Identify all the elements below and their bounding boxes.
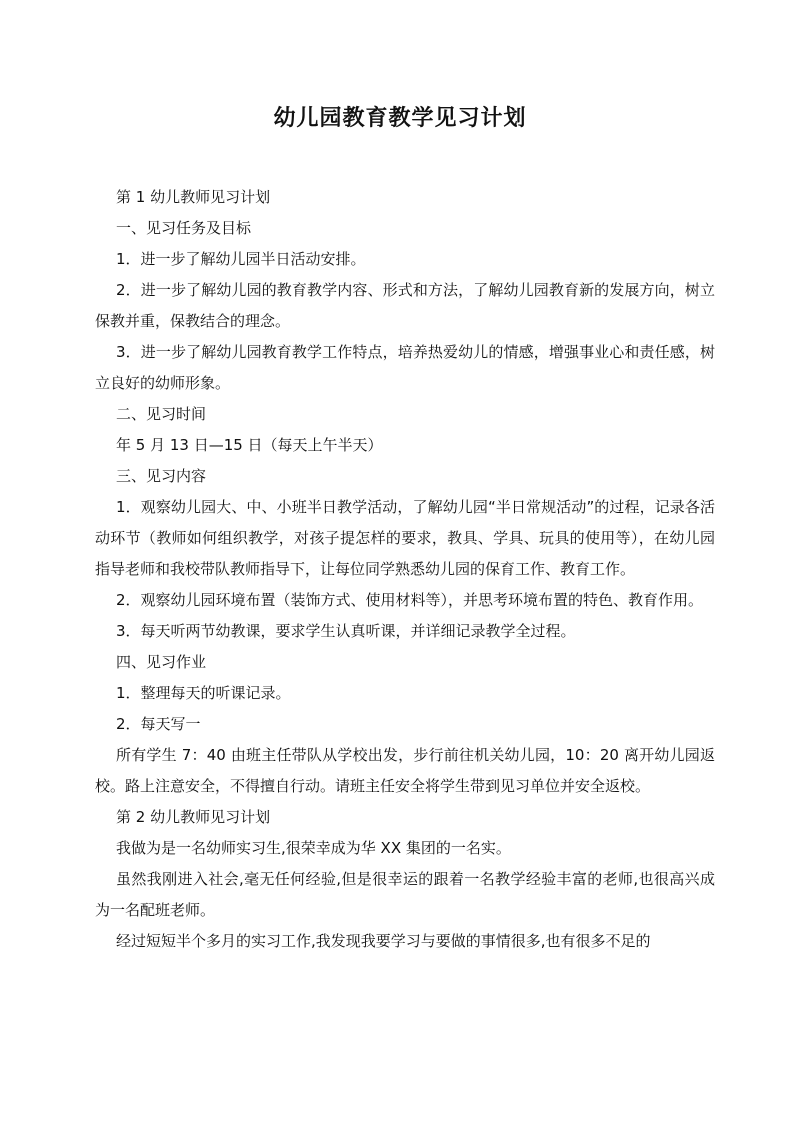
section-heading: 第 1 幼儿教师见习计划: [116, 188, 271, 206]
section-heading: 二、见习时间: [116, 405, 207, 423]
list-item: 1．整理每天的听课记录。: [116, 684, 291, 702]
paragraph: 虽然我刚进入社会,毫无任何经验,但是很幸运的跟着一名教学经验丰富的老师,也很高兴成为一名配班老师。: [95, 870, 715, 919]
list-item: 2．进一步了解幼儿园的教育教学内容、形式和方法，了解幼儿园教育新的发展方向，树立保教并重，保教结合的理念。: [95, 281, 715, 330]
paragraph: 年 5 月 13 日—15 日（每天上午半天）: [116, 436, 383, 454]
list-item: 2．观察幼儿园环境布置（装饰方式、使用材料等），并思考环境布置的特色、教育作用。: [116, 591, 704, 609]
document-body: [95, 182, 715, 957]
paragraph: 经过短短半个多月的实习工作,我发现我要学习与要做的事情很多,也有很多不足的: [116, 932, 651, 950]
list-item: 1．进一步了解幼儿园半日活动安排。: [116, 250, 366, 268]
section-heading: 一、见习任务及目标: [116, 219, 252, 237]
paragraph: 所有学生 7：40 由班主任带队从学校出发，步行前往机关幼儿园，10：20 离开幼儿园返校。路上注意安全，不得擅自行动。请班主任安全将学生带到见习单位并安全返校。: [95, 746, 715, 795]
list-item: 2．每天写一: [116, 715, 201, 733]
section-heading: 第 2 幼儿教师见习计划: [116, 808, 271, 826]
section-heading: 三、见习内容: [116, 467, 207, 485]
section-heading: 四、见习作业: [116, 653, 207, 671]
list-item: 3．每天听两节幼教课，要求学生认真听课，并详细记录教学全过程。: [116, 622, 576, 640]
document-title: 幼儿园教育教学见习计划: [273, 106, 527, 131]
list-item: 1．观察幼儿园大、中、小班半日教学活动，了解幼儿园“半日常规活动”的过程，记录各活动环节（教师如何组织教学，对孩子提怎样的要求，教具、学具、玩具的使用等），在幼儿园指导老师和我校带队教师指导下，让每位同学熟悉幼儿园的保育工作、教育工作。: [95, 498, 715, 578]
paragraph: 我做为是一名幼师实习生,很荣幸成为华 XX 集团的一名实。: [116, 839, 511, 857]
list-item: 3．进一步了解幼儿园教育教学工作特点，培养热爱幼儿的情感，增强事业心和责任感，树立良好的幼师形象。: [95, 343, 715, 392]
